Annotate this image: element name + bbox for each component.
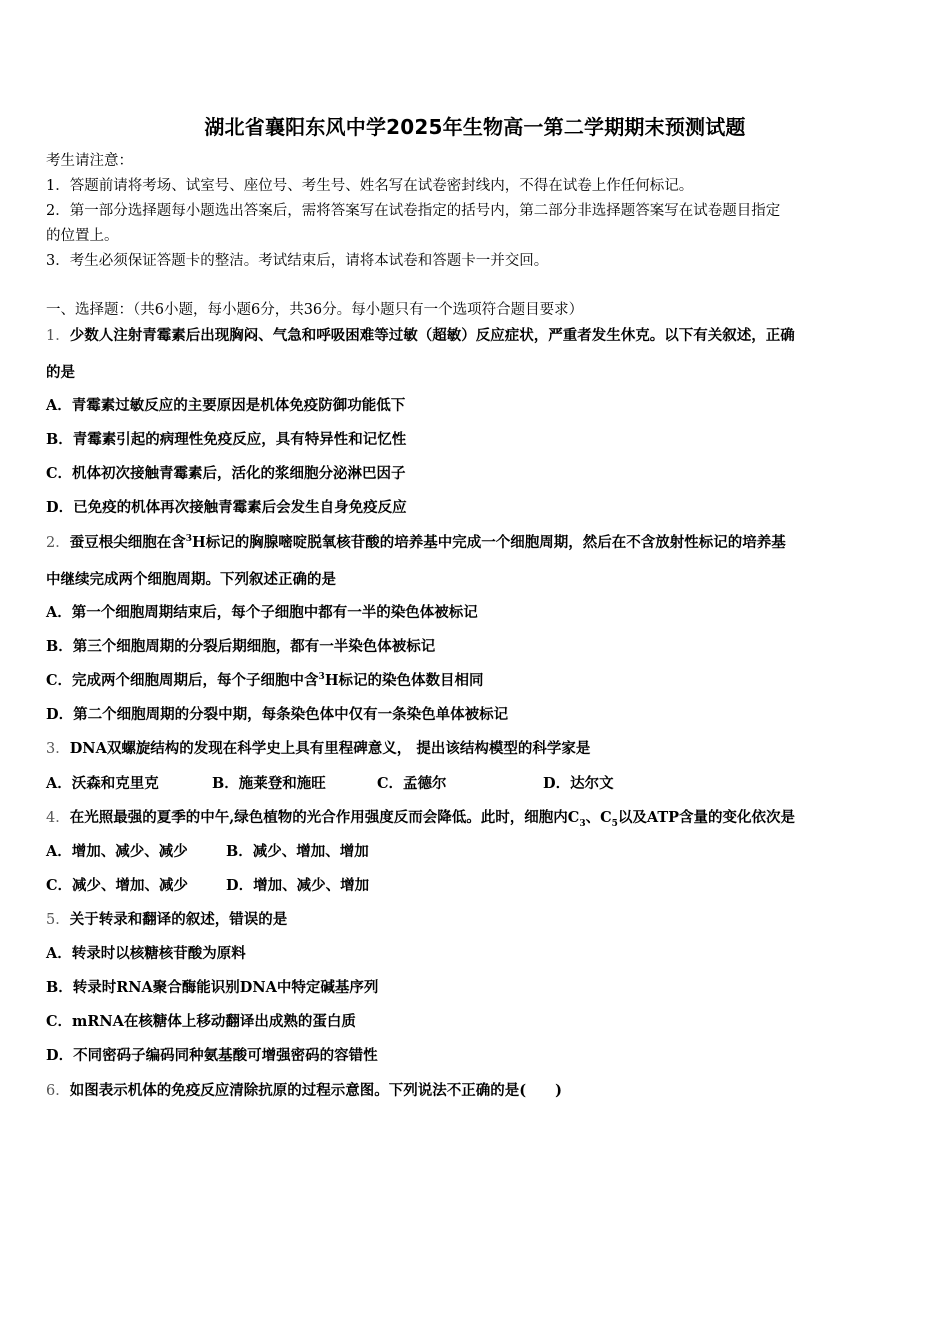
option-3a: A．沃森和克里克 [46,775,159,792]
question-number: 2． [46,535,70,551]
question-text: 在光照最强的夏季的中午,绿色植物的光合作用强度反而会降低。此时，细胞内C [69,809,580,826]
notice-item-2-cont: 的位置上。 [46,228,119,244]
option-3c: C．孟德尔 [377,775,447,792]
question-number: 6． [46,1083,70,1099]
superscript: 3 [185,534,192,545]
option-3b: B．施莱登和施旺 [212,775,326,792]
option-text: H标记的染色体数目相同 [324,672,484,689]
question-number: 3． [46,741,70,757]
question-text: 如图表示机体的免疫反应清除抗原的过程示意图。下列说法不正确的是( ) [69,1082,562,1099]
option-1a: A．青霉素过敏反应的主要原因是机体免疫防御功能低下 [46,397,406,414]
notice-heading: 考生请注意： [46,153,133,169]
page-title: 湖北省襄阳东风中学2025年生物高一第二学期期末预测试题 [204,115,746,139]
notice-item-3: 3．考生必须保证答题卡的整洁。考试结束后，请将本试卷和答题卡一并交回。 [46,253,549,269]
notice-item-2: 2．第一部分选择题每小题选出答案后，需将答案写在试卷指定的括号内，第二部分非选择题答案写在试卷题目指定 [46,203,781,219]
superscript: 3 [318,672,325,683]
question-1 [46,326,795,346]
option-4a: A．增加、减少、减少 [46,843,188,860]
question-number: 4． [46,810,70,826]
question-text: DNA双螺旋结构的发现在科学史上具有里程碑意义， 提出该结构模型的科学家是 [69,740,591,757]
question-2 [46,533,786,553]
question-text: 关于转录和翻译的叙述，错误的是 [69,911,288,928]
option-2d: D．第二个细胞周期的分裂中期，每条染色体中仅有一条染色单体被标记 [46,706,509,723]
notice-item-1: 1．答题前请将考场、试室号、座位号、考生号、姓名写在试卷密封线内，不得在试卷上作任何标记。 [46,178,694,194]
subscript: 5 [611,818,618,829]
subscript: 3 [579,818,586,829]
question-3 [46,739,590,759]
option-2b: B．第三个细胞周期的分裂后期细胞，都有一半染色体被标记 [46,638,436,655]
question-number: 1． [46,328,70,344]
question-4 [46,808,795,828]
option-5c: C．mRNA在核糖体上移动翻译出成熟的蛋白质 [46,1013,356,1030]
question-6 [46,1081,562,1101]
question-text: 以及ATP含量的变化依次是 [617,809,796,826]
section-heading: 一、选择题：（共6小题，每小题6分，共36分。每小题只有一个选项符合题目要求） [46,302,584,318]
question-5 [46,910,287,930]
option-3d: D．达尔文 [543,775,614,792]
question-text: 、C [585,809,612,826]
option-5b: B．转录时RNA聚合酶能识别DNA中特定碱基序列 [46,979,379,996]
question-text: 蚕豆根尖细胞在含 [69,534,186,551]
question-number: 5． [46,912,70,928]
option-1b: B．青霉素引起的病理性免疫反应，具有特异性和记忆性 [46,431,407,448]
question-text: H标记的胸腺嘧啶脱氧核苷酸的培养基中完成一个细胞周期，然后在不含放射性标记的培养基 [192,534,786,551]
question-1-cont: 的是 [46,364,75,381]
option-1d: D．已免疫的机体再次接触青霉素后会发生自身免疫反应 [46,499,407,516]
option-2c [46,671,484,691]
option-4b: B．减少、增加、增加 [226,843,369,860]
question-2-cont: 中继续完成两个细胞周期。下列叙述正确的是 [46,571,336,588]
option-4c: C．减少、增加、减少 [46,877,189,894]
option-1c: C．机体初次接触青霉素后，活化的浆细胞分泌淋巴因子 [46,465,406,482]
question-text: 少数人注射青霉素后出现胸闷、气急和呼吸困难等过敏（超敏）反应症状，严重者发生休克。以下有关叙述，正确 [69,327,795,344]
option-5d: D．不同密码子编码同种氨基酸可增强密码的容错性 [46,1047,378,1064]
option-text: C．完成两个细胞周期后，每个子细胞中含 [46,672,319,689]
option-2a: A．第一个细胞周期结束后，每个子细胞中都有一半的染色体被标记 [46,604,478,621]
option-5a: A．转录时以核糖核苷酸为原料 [46,945,246,962]
option-4d: D．增加、减少、增加 [226,877,370,894]
